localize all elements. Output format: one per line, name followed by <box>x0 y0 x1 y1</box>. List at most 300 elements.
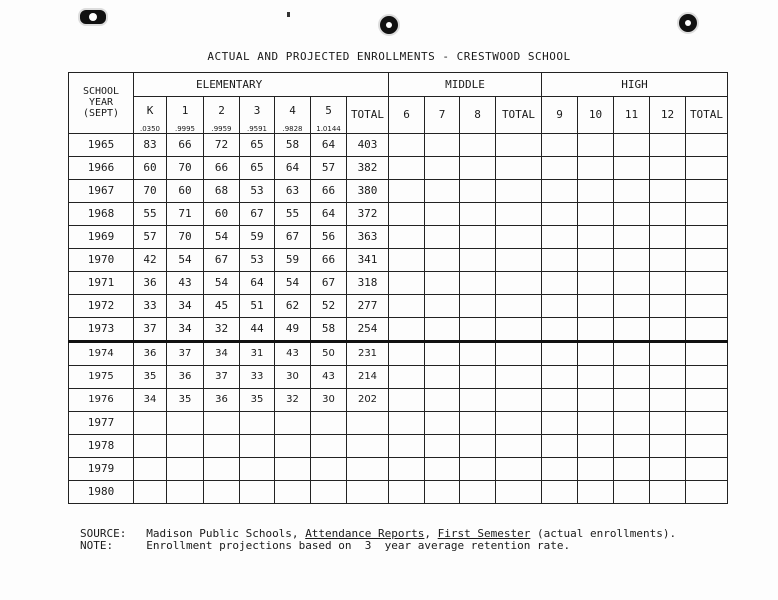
empty-cell <box>542 388 578 411</box>
document-title: ACTUAL AND PROJECTED ENROLLMENTS - CRESTWOOD SCHOOL <box>207 50 571 63</box>
enrollment-cell: 64 <box>311 133 347 156</box>
empty-cell <box>542 294 578 317</box>
enrollment-cell: 70 <box>167 156 204 179</box>
note-label: NOTE: <box>80 539 114 552</box>
empty-cell <box>686 225 728 248</box>
enrollment-cell: 380 <box>347 179 389 202</box>
empty-cell <box>542 225 578 248</box>
year-cell: 1974 <box>69 341 134 365</box>
enrollment-cell <box>134 434 167 457</box>
enrollment-cell: 202 <box>347 388 389 411</box>
grade-header: 12 <box>650 97 686 134</box>
empty-cell <box>650 317 686 341</box>
empty-cell <box>542 156 578 179</box>
enrollment-cell: 68 <box>204 179 240 202</box>
enrollment-cell: 58 <box>311 317 347 341</box>
empty-cell <box>389 202 425 225</box>
enrollment-cell: 66 <box>311 248 347 271</box>
empty-cell <box>425 480 460 503</box>
enrollment-cell: 382 <box>347 156 389 179</box>
empty-cell <box>650 225 686 248</box>
enrollment-cell <box>311 480 347 503</box>
enrollment-cell: 62 <box>275 294 311 317</box>
empty-cell <box>460 341 496 365</box>
enrollment-cell <box>204 411 240 434</box>
empty-cell <box>425 434 460 457</box>
table-row <box>69 271 728 294</box>
empty-cell <box>686 179 728 202</box>
empty-cell <box>496 411 542 434</box>
enrollment-cell: 70 <box>134 179 167 202</box>
enrollment-cell: 66 <box>167 133 204 156</box>
enrollment-cell: 32 <box>275 388 311 411</box>
enrollment-cell: 43 <box>275 341 311 365</box>
empty-cell <box>389 480 425 503</box>
empty-cell <box>496 294 542 317</box>
empty-cell <box>496 179 542 202</box>
empty-cell <box>686 294 728 317</box>
enrollment-cell <box>347 411 389 434</box>
enrollment-cell: 34 <box>204 341 240 365</box>
empty-cell <box>650 480 686 503</box>
empty-cell <box>460 294 496 317</box>
enrollment-cell: 64 <box>311 202 347 225</box>
enrollment-cell: 254 <box>347 317 389 341</box>
empty-cell <box>542 248 578 271</box>
grade-header: 9 <box>542 97 578 134</box>
enrollment-cell: 70 <box>167 225 204 248</box>
empty-cell <box>614 341 650 365</box>
empty-cell <box>686 411 728 434</box>
enrollment-cell: 57 <box>134 225 167 248</box>
empty-cell <box>686 202 728 225</box>
source-first-semester: First Semester <box>437 527 531 540</box>
year-cell: 1980 <box>69 480 134 503</box>
empty-cell <box>614 202 650 225</box>
empty-cell <box>496 434 542 457</box>
enrollment-cell <box>134 411 167 434</box>
empty-cell <box>425 248 460 271</box>
empty-cell <box>578 179 614 202</box>
enrollment-cell <box>347 434 389 457</box>
empty-cell <box>650 388 686 411</box>
empty-cell <box>460 480 496 503</box>
empty-cell <box>425 388 460 411</box>
empty-cell <box>460 317 496 341</box>
enrollment-cell: 65 <box>240 156 275 179</box>
retention-rate: .9995 <box>167 125 204 134</box>
empty-cell <box>496 388 542 411</box>
grade-header: 3 <box>240 97 275 125</box>
enrollment-cell <box>311 411 347 434</box>
grade-header: 1 <box>167 97 204 125</box>
table-row <box>69 480 728 503</box>
year-cell: 1970 <box>69 248 134 271</box>
empty-cell <box>425 156 460 179</box>
enrollment-cell: 37 <box>134 317 167 341</box>
empty-cell <box>425 457 460 480</box>
empty-cell <box>389 365 425 388</box>
retention-rate: .9828 <box>275 125 311 134</box>
empty-cell <box>542 411 578 434</box>
enrollment-cell: 42 <box>134 248 167 271</box>
grade-header: 11 <box>614 97 650 134</box>
empty-cell <box>389 294 425 317</box>
empty-cell <box>686 480 728 503</box>
empty-cell <box>686 341 728 365</box>
enrollment-cell: 67 <box>311 271 347 294</box>
empty-cell <box>650 271 686 294</box>
grade-header: K <box>134 97 167 125</box>
empty-cell <box>578 271 614 294</box>
table-row <box>69 156 728 179</box>
enrollment-cell: 36 <box>167 365 204 388</box>
empty-cell <box>686 156 728 179</box>
enrollment-cell: 37 <box>167 341 204 365</box>
grade-header: TOTAL <box>496 97 542 134</box>
enrollment-cell: 63 <box>275 179 311 202</box>
enrollment-cell: 83 <box>134 133 167 156</box>
empty-cell <box>650 179 686 202</box>
empty-cell <box>425 365 460 388</box>
enrollment-cell: 403 <box>347 133 389 156</box>
enrollment-cell: 214 <box>347 365 389 388</box>
table-row <box>69 179 728 202</box>
empty-cell <box>496 365 542 388</box>
enrollment-cell <box>347 480 389 503</box>
enrollment-cell: 35 <box>167 388 204 411</box>
empty-cell <box>614 271 650 294</box>
enrollment-cell: 52 <box>311 294 347 317</box>
empty-cell <box>650 341 686 365</box>
year-cell: 1965 <box>69 133 134 156</box>
empty-cell <box>542 365 578 388</box>
high-header: HIGH <box>542 73 728 97</box>
table-row <box>69 294 728 317</box>
enrollment-cell: 60 <box>167 179 204 202</box>
empty-cell <box>542 317 578 341</box>
enrollment-cell <box>167 434 204 457</box>
empty-cell <box>686 365 728 388</box>
empty-cell <box>460 202 496 225</box>
enrollment-cell: 51 <box>240 294 275 317</box>
enrollment-cell <box>167 480 204 503</box>
table-row <box>69 434 728 457</box>
empty-cell <box>614 294 650 317</box>
grade-header: 6 <box>389 97 425 134</box>
school-year-header: SCHOOL YEAR (SEPT) <box>69 73 134 134</box>
enrollment-cell: 64 <box>275 156 311 179</box>
empty-cell <box>460 365 496 388</box>
enrollment-cell: 55 <box>134 202 167 225</box>
grade-header: 7 <box>425 97 460 134</box>
enrollment-cell: 67 <box>204 248 240 271</box>
empty-cell <box>460 434 496 457</box>
enrollment-cell: 44 <box>240 317 275 341</box>
empty-cell <box>578 388 614 411</box>
empty-cell <box>650 248 686 271</box>
empty-cell <box>389 388 425 411</box>
empty-cell <box>578 202 614 225</box>
enrollment-table <box>68 72 728 504</box>
enrollment-cell <box>311 434 347 457</box>
enrollment-cell: 57 <box>311 156 347 179</box>
empty-cell <box>496 480 542 503</box>
enrollment-cell: 36 <box>134 341 167 365</box>
enrollment-cell: 34 <box>167 294 204 317</box>
enrollment-cell <box>240 411 275 434</box>
empty-cell <box>614 480 650 503</box>
empty-cell <box>578 248 614 271</box>
empty-cell <box>542 457 578 480</box>
retention-rate: .0350 <box>134 125 167 134</box>
grade-header: 4 <box>275 97 311 125</box>
empty-cell <box>425 411 460 434</box>
empty-cell <box>650 156 686 179</box>
empty-cell <box>542 271 578 294</box>
retention-rate: 1.0144 <box>311 125 347 134</box>
enrollment-cell: 43 <box>167 271 204 294</box>
enrollment-cell: 67 <box>275 225 311 248</box>
enrollment-cell: 37 <box>204 365 240 388</box>
empty-cell <box>614 434 650 457</box>
note-text: Enrollment projections based on 3 year average retention rate. <box>146 539 571 552</box>
enrollment-cell: 341 <box>347 248 389 271</box>
empty-cell <box>389 133 425 156</box>
enrollment-cell: 231 <box>347 341 389 365</box>
middle-header: MIDDLE <box>389 73 542 97</box>
enrollment-cell <box>347 457 389 480</box>
enrollment-cell: 43 <box>311 365 347 388</box>
enrollment-cell <box>275 480 311 503</box>
enrollment-cell: 54 <box>167 248 204 271</box>
enrollment-cell: 71 <box>167 202 204 225</box>
footer-notes <box>80 528 676 552</box>
enrollment-cell: 34 <box>134 388 167 411</box>
ink-speck <box>287 12 290 17</box>
year-cell: 1969 <box>69 225 134 248</box>
enrollment-cell: 50 <box>311 341 347 365</box>
year-cell: 1966 <box>69 156 134 179</box>
table-row <box>69 411 728 434</box>
enrollment-cell: 58 <box>275 133 311 156</box>
empty-cell <box>578 294 614 317</box>
empty-cell <box>425 225 460 248</box>
source-pre: Madison Public Schools, <box>146 527 306 540</box>
table-row <box>69 365 728 388</box>
enrollment-cell: 33 <box>134 294 167 317</box>
enrollment-cell: 363 <box>347 225 389 248</box>
year-cell: 1973 <box>69 317 134 341</box>
enrollment-cell <box>204 457 240 480</box>
enrollment-cell: 32 <box>204 317 240 341</box>
empty-cell <box>578 317 614 341</box>
empty-cell <box>496 133 542 156</box>
empty-cell <box>496 225 542 248</box>
empty-cell <box>389 156 425 179</box>
empty-cell <box>650 365 686 388</box>
enrollment-cell: 65 <box>240 133 275 156</box>
punch-hole-middle <box>378 14 400 36</box>
enrollment-cell: 67 <box>240 202 275 225</box>
enrollment-cell: 30 <box>275 365 311 388</box>
empty-cell <box>460 411 496 434</box>
enrollment-cell: 59 <box>275 248 311 271</box>
enrollment-cell: 56 <box>311 225 347 248</box>
year-cell: 1977 <box>69 411 134 434</box>
retention-rate: .9959 <box>204 125 240 134</box>
empty-cell <box>578 457 614 480</box>
year-cell: 1968 <box>69 202 134 225</box>
empty-cell <box>496 271 542 294</box>
empty-cell <box>542 202 578 225</box>
enrollment-cell: 66 <box>311 179 347 202</box>
empty-cell <box>389 434 425 457</box>
enrollment-cell: 277 <box>347 294 389 317</box>
enrollment-cell <box>240 480 275 503</box>
enrollment-cell: 34 <box>167 317 204 341</box>
empty-cell <box>425 133 460 156</box>
empty-cell <box>542 179 578 202</box>
table-row <box>69 457 728 480</box>
enrollment-cell: 59 <box>240 225 275 248</box>
punch-hole-right <box>677 12 699 34</box>
empty-cell <box>650 411 686 434</box>
empty-cell <box>578 365 614 388</box>
empty-cell <box>425 202 460 225</box>
table-row <box>69 248 728 271</box>
empty-cell <box>542 341 578 365</box>
empty-cell <box>460 156 496 179</box>
empty-cell <box>650 133 686 156</box>
enrollment-cell <box>311 457 347 480</box>
year-cell: 1967 <box>69 179 134 202</box>
empty-cell <box>460 271 496 294</box>
enrollment-cell <box>167 457 204 480</box>
year-cell: 1971 <box>69 271 134 294</box>
grade-header: 10 <box>578 97 614 134</box>
empty-cell <box>542 434 578 457</box>
empty-cell <box>496 248 542 271</box>
empty-cell <box>614 133 650 156</box>
empty-cell <box>425 294 460 317</box>
year-cell: 1972 <box>69 294 134 317</box>
grade-header: 5 <box>311 97 347 125</box>
enrollment-cell: 49 <box>275 317 311 341</box>
empty-cell <box>650 294 686 317</box>
enrollment-cell: 35 <box>134 365 167 388</box>
enrollment-cell <box>167 411 204 434</box>
empty-cell <box>650 202 686 225</box>
grade-header: TOTAL <box>686 97 728 134</box>
empty-cell <box>460 388 496 411</box>
grade-header: 8 <box>460 97 496 134</box>
empty-cell <box>650 434 686 457</box>
empty-cell <box>425 317 460 341</box>
source-attendance-reports: Attendance Reports <box>305 527 425 540</box>
empty-cell <box>389 248 425 271</box>
empty-cell <box>650 457 686 480</box>
enrollment-cell <box>134 480 167 503</box>
empty-cell <box>686 457 728 480</box>
enrollment-cell: 64 <box>240 271 275 294</box>
table-row <box>69 341 728 365</box>
empty-cell <box>614 388 650 411</box>
empty-cell <box>389 317 425 341</box>
empty-cell <box>496 156 542 179</box>
empty-cell <box>686 434 728 457</box>
elementary-header: ELEMENTARY <box>134 73 389 97</box>
enrollment-cell: 372 <box>347 202 389 225</box>
retention-rate: .9591 <box>240 125 275 134</box>
empty-cell <box>686 388 728 411</box>
empty-cell <box>460 248 496 271</box>
empty-cell <box>496 341 542 365</box>
empty-cell <box>686 317 728 341</box>
empty-cell <box>460 133 496 156</box>
empty-cell <box>578 480 614 503</box>
enrollment-cell: 318 <box>347 271 389 294</box>
empty-cell <box>578 411 614 434</box>
enrollment-cell: 55 <box>275 202 311 225</box>
enrollment-cell: 60 <box>134 156 167 179</box>
empty-cell <box>389 225 425 248</box>
enrollment-cell: 36 <box>134 271 167 294</box>
enrollment-cell: 31 <box>240 341 275 365</box>
enrollment-cell: 72 <box>204 133 240 156</box>
enrollment-cell <box>134 457 167 480</box>
empty-cell <box>578 133 614 156</box>
empty-cell <box>496 202 542 225</box>
table-row <box>69 133 728 156</box>
punch-hole-left <box>78 8 108 26</box>
empty-cell <box>686 271 728 294</box>
empty-cell <box>578 225 614 248</box>
year-cell: 1978 <box>69 434 134 457</box>
year-cell: 1976 <box>69 388 134 411</box>
empty-cell <box>460 225 496 248</box>
enrollment-cell <box>204 434 240 457</box>
enrollment-cell: 30 <box>311 388 347 411</box>
grade-header: TOTAL <box>347 97 389 134</box>
enrollment-cell: 54 <box>204 271 240 294</box>
empty-cell <box>460 179 496 202</box>
enrollment-cell: 53 <box>240 248 275 271</box>
enrollment-cell: 66 <box>204 156 240 179</box>
enrollment-cell: 36 <box>204 388 240 411</box>
empty-cell <box>425 179 460 202</box>
empty-cell <box>425 271 460 294</box>
enrollment-cell <box>275 411 311 434</box>
empty-cell <box>389 271 425 294</box>
enrollment-cell: 45 <box>204 294 240 317</box>
empty-cell <box>389 457 425 480</box>
empty-cell <box>496 457 542 480</box>
empty-cell <box>496 317 542 341</box>
empty-cell <box>578 434 614 457</box>
enrollment-cell: 54 <box>275 271 311 294</box>
empty-cell <box>614 179 650 202</box>
source-label: SOURCE: <box>80 527 127 540</box>
enrollment-cell <box>240 457 275 480</box>
enrollment-cell <box>240 434 275 457</box>
empty-cell <box>686 133 728 156</box>
empty-cell <box>614 225 650 248</box>
enrollment-cell <box>275 457 311 480</box>
enrollment-cell: 33 <box>240 365 275 388</box>
enrollment-cell <box>204 480 240 503</box>
empty-cell <box>614 365 650 388</box>
